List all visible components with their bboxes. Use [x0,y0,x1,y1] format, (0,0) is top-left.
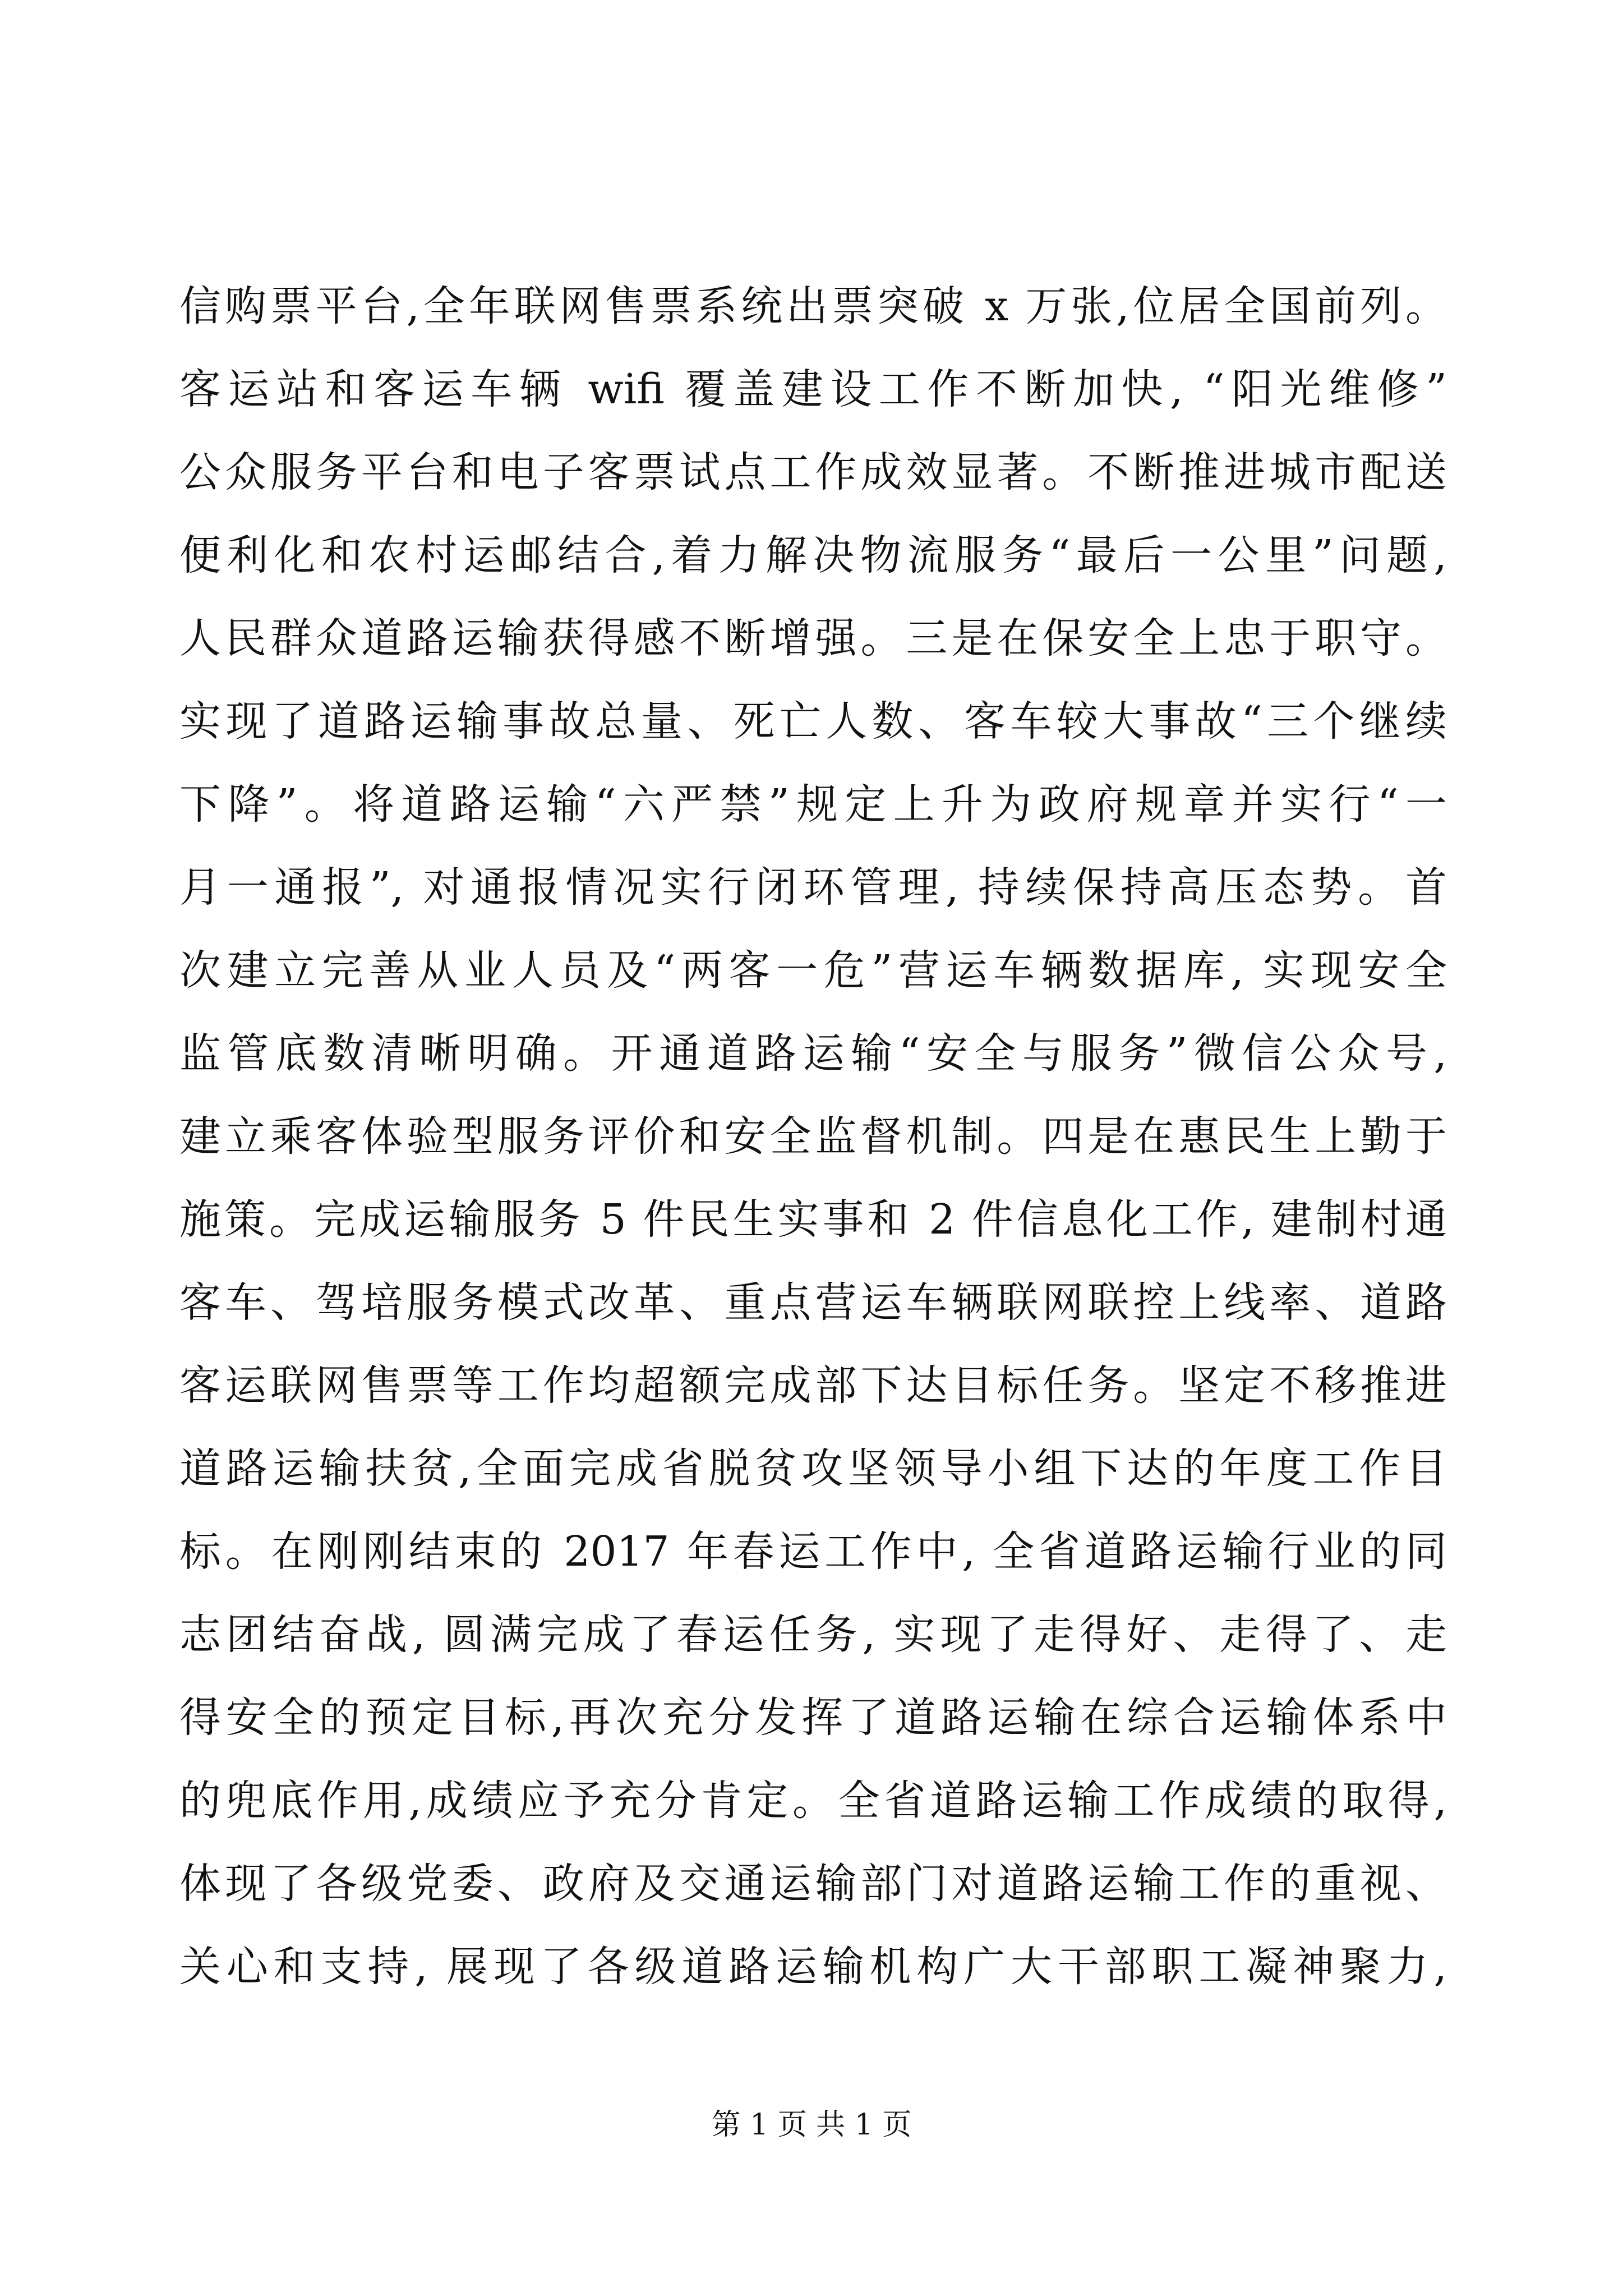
text-line: 的兜底作用,成绩应予充分肯定。全省道路运输工作成绩的取得, [179,1777,1447,1825]
text-line: 公众服务平台和电子客票试点工作成效显著。不断推进城市配送 [179,448,1447,496]
text-line: 建立乘客体验型服务评价和安全监督机制。四是在惠民生上勤于 [179,1112,1447,1161]
text-line: 道路运输扶贫,全面完成省脱贫攻坚领导小组下达的年度工作目 [179,1444,1447,1493]
page-number-footer: 第 1 页 共 1 页 [711,2108,912,2142]
text-line: 下降”。将道路运输“六严禁”规定上升为政府规章并实行“一 [179,780,1447,829]
text-line: 月一通报”, 对通报情况实行闭环管理, 持续保持高压态势。首 [179,863,1447,912]
text-line: 监管底数清晰明确。开通道路运输“安全与服务”微信公众号, [179,1029,1447,1078]
text-line: 实现了道路运输事故总量、死亡人数、客车较大事故“三个继续 [179,697,1447,746]
text-line: 志团结奋战, 圆满完成了春运任务, 实现了走得好、走得了、走 [179,1611,1447,1659]
text-line: 人民群众道路运输获得感不断增强。三是在保安全上忠于职守。 [179,614,1447,662]
body-text [179,265,1447,2008]
text-line: 关心和支持, 展现了各级道路运输机构广大干部职工凝神聚力, [179,1943,1447,1991]
text-line: 客运站和客运车辆 wifi 覆盖建设工作不断加快, “阳光维修” [179,365,1447,413]
text-line: 施策。完成运输服务 5 件民生实事和 2 件信息化工作, 建制村通 [179,1195,1447,1244]
text-line: 客运联网售票等工作均超额完成部下达目标任务。坚定不移推进 [179,1361,1447,1410]
text-line: 标。在刚刚结束的 2017 年春运工作中, 全省道路运输行业的同 [179,1527,1447,1576]
text-line: 便利化和农村运邮结合,着力解决物流服务“最后一公里”问题, [179,531,1447,579]
text-line: 信购票平台,全年联网售票系统出票突破 x 万张,位居全国前列。 [179,282,1447,330]
text-line: 体现了各级党委、政府及交通运输部门对道路运输工作的重视、 [179,1860,1447,1908]
text-line: 客车、驾培服务模式改革、重点营运车辆联网联控上线率、道路 [179,1278,1447,1327]
text-line: 得安全的预定目标,再次充分发挥了道路运输在综合运输体系中 [179,1694,1447,1742]
text-line: 次建立完善从业人员及“两客一危”营运车辆数据库, 实现安全 [179,946,1447,995]
